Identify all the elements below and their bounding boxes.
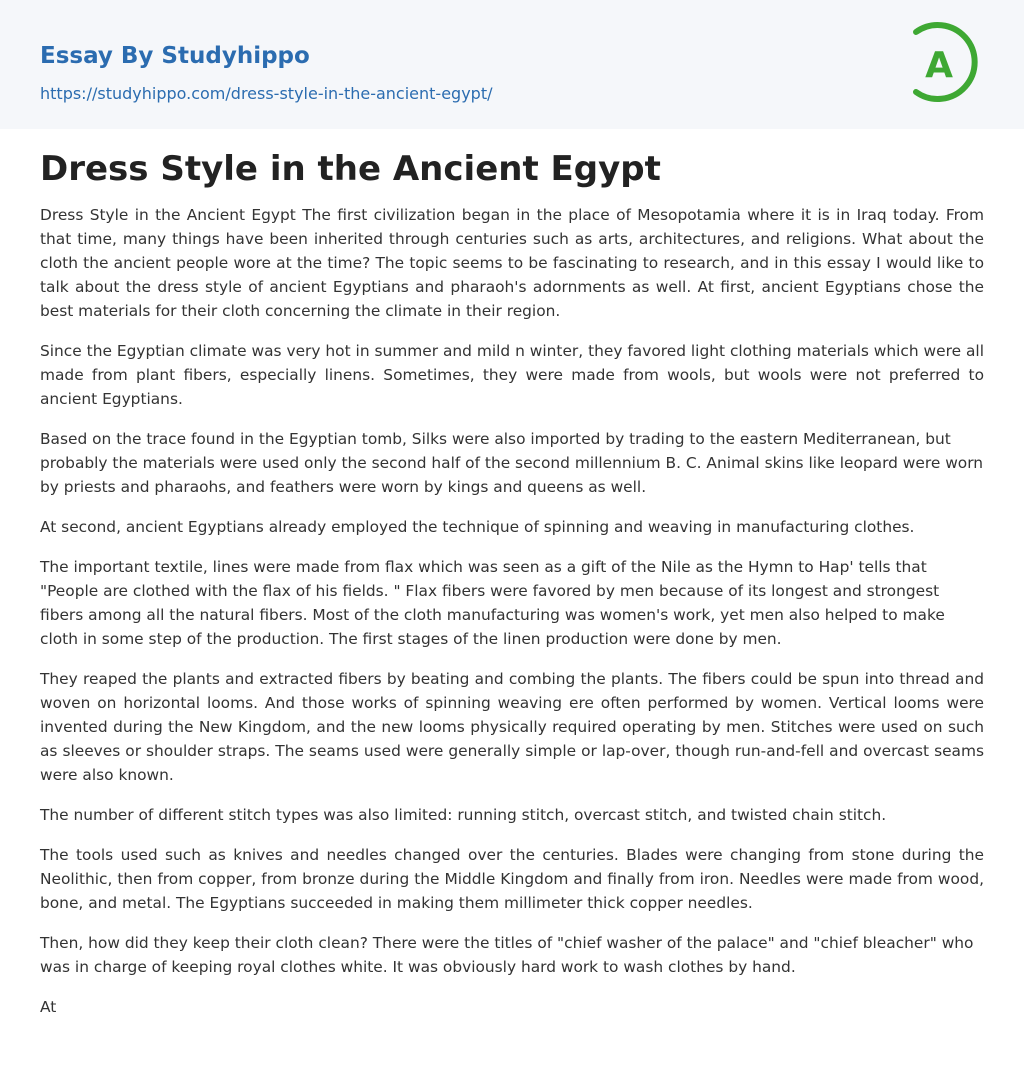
essay-paragraph: The tools used such as knives and needles changed over the centuries. Blades were changing from stone during the Neolithic, then from copper, from bronze during the Middle Kingdom and finally from iron. Needles were made from wood, bone, and metal. The Egyptians succeeded in making them millimeter thick copper needles. — [40, 846, 984, 912]
essay-paragraph: Dress Style in the Ancient Egypt The first civilization began in the place of Mesopotamia where it is in Iraq today. From that time, many things have been inherited through centuries such as arts, architectures, and religions. What about the cloth the ancient people wore at the time? The topic seems to be fascinating to research, and in this essay I would like to talk about the dress style of ancient Egyptians and pharaoh's adornments as well. At first, ancient Egyptians chose the best materials for their cloth concerning the climate in their region. — [40, 206, 984, 320]
essay-content — [40, 129, 984, 1035]
essay-paragraph: Based on the trace found in the Egyptian tomb, Silks were also imported by trading to the eastern Mediterranean, but probably the materials were used only the second half of the second millennium B. C. Animal skins like leopard were worn by priests and pharaohs, and feathers were worn by kings and queens as well. — [40, 430, 984, 496]
essay-paragraph: At second, ancient Egyptians already employed the technique of spinning and weaving in manufacturing clothes. — [40, 518, 915, 536]
studyhippo-logo[interactable] — [909, 16, 989, 108]
essay-paragraph: Since the Egyptian climate was very hot in summer and mild n winter, they favored light clothing materials which were all made from plant fibers, especially linens. Sometimes, they were made from wools, but wools were not preferred to ancient Egyptians. — [40, 342, 984, 408]
essay-body — [40, 203, 984, 1019]
essay-title: Dress Style in the Ancient Egypt — [40, 149, 661, 189]
essay-paragraph: The important textile, lines were made from flax which was seen as a gift of the Nile as the Hymn to Hap' tells that "People are clothed with the flax of his fields. " Flax fibers were favored by men because of its longest and strongest fibers among all the natural fibers. Most of the cloth manufacturing was women's work, yet men also helped to make cloth in some step of the production. The first stages of the linen production were done by men. — [40, 558, 945, 648]
logo-ring-icon — [909, 16, 989, 108]
logo-letter: A — [925, 45, 953, 86]
essay-paragraph: The number of different stitch types was also limited: running stitch, overcast stitch, and twisted chain stitch. — [40, 806, 887, 824]
essay-url-link[interactable]: https://studyhippo.com/dress-style-in-the-ancient-egypt/ — [40, 84, 493, 103]
site-header — [0, 0, 1024, 129]
essay-paragraph: They reaped the plants and extracted fibers by beating and combing the plants. The fibers could be spun into thread and woven on horizontal looms. And those works of spinning weaving ere often performed by women. Vertical looms were invented during the New Kingdom, and the new looms physically required operating by men. Stitches were used on such as sleeves or shoulder straps. The seams used were generally simple or lap-over, though run-and-fell and overcast seams were also known. — [40, 670, 984, 784]
essay-paragraph: Then, how did they keep their cloth clean? There were the titles of "chief washer of the palace" and "chief bleacher" who was in charge of keeping royal clothes white. It was obviously hard work to wash clothes by hand. — [40, 934, 974, 976]
brand-title: Essay By Studyhippo — [40, 43, 310, 69]
essay-paragraph: At — [40, 998, 57, 1016]
